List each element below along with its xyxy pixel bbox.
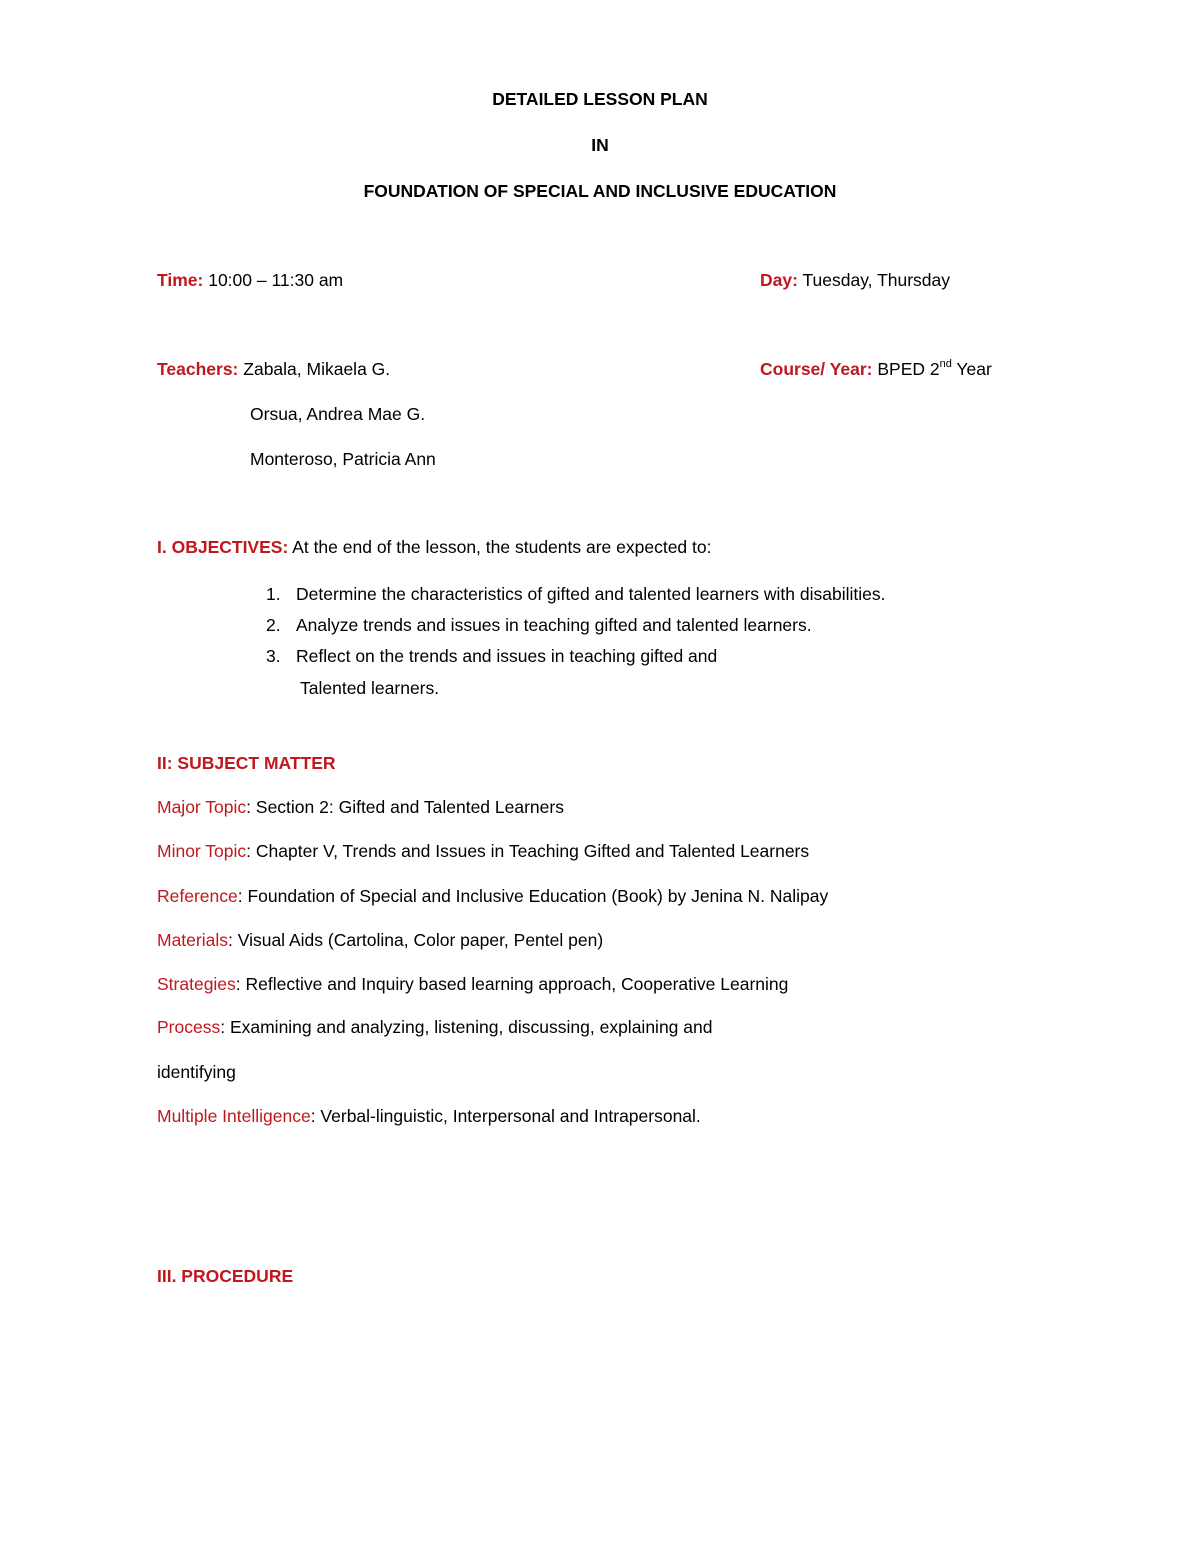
process-value: : Examining and analyzing, listening, discussing, explaining and [220,1017,713,1037]
multiple-intelligence-label: Multiple Intelligence [157,1106,311,1126]
day-label: Day: [760,270,798,290]
major-topic-field [157,796,564,818]
reference-value: : Foundation of Special and Inclusive Education (Book) by Jenina N. Nalipay [237,886,829,906]
minor-topic-field [157,840,809,862]
minor-topic-label: Minor Topic [157,841,247,861]
objectives-heading-line [157,536,712,558]
minor-topic-value: : Chapter V, Trends and Issues in Teaching Gifted and Talented Learners [246,841,810,861]
multiple-intelligence-field [157,1105,701,1127]
teacher-name: Zabala, Mikaela G. [243,359,391,379]
major-topic-value: : Section 2: Gifted and Talented Learners [246,797,564,817]
doc-subject-title: FOUNDATION OF SPECIAL AND INCLUSIVE EDUCATION [363,181,837,201]
strategies-value: : Reflective and Inquiry based learning approach, Cooperative Learning [235,974,789,994]
objectives-intro: At the end of the lesson, the students are expected to: [288,537,712,557]
subject-matter-heading: II: SUBJECT MATTER [157,753,336,773]
day-value: Tuesday, Thursday [797,270,951,290]
doc-title: DETAILED LESSON PLAN [492,89,708,109]
objective-number: 1. [266,584,281,604]
objective-text: Analyze trends and issues in teaching gifted and talented learners. [296,615,812,635]
procedure-heading: III. PROCEDURE [157,1266,294,1286]
course-value: BPED 2 [872,359,940,379]
materials-value: : Visual Aids (Cartolina, Color paper, Pentel pen) [228,930,604,950]
course-label: Course/ Year: [760,359,873,379]
objectives-heading: I. OBJECTIVES: [157,537,289,557]
multiple-intelligence-value: : Verbal-linguistic, Interpersonal and Intrapersonal. [310,1106,701,1126]
teachers-label: Teachers: [157,359,239,379]
objective-text: Reflect on the trends and issues in teaching gifted and [296,646,718,666]
objective-text-continued: Talented learners. [300,678,440,698]
time-label: Time: [157,270,204,290]
time-value: 10:00 – 11:30 am [203,270,344,290]
course-sup: nd [939,358,952,371]
objective-item [266,583,885,605]
course-suffix: Year [951,359,992,379]
objective-item [266,614,812,636]
strategies-label: Strategies [157,974,236,994]
objective-item [266,645,717,667]
objective-number: 2. [266,615,281,635]
teachers-field [157,358,390,380]
process-field [157,1016,712,1038]
process-label: Process [157,1017,221,1037]
objective-number: 3. [266,646,281,666]
doc-title-in: IN [591,135,609,155]
reference-field [157,885,828,907]
materials-field [157,929,603,951]
materials-label: Materials [157,930,228,950]
course-field [760,358,992,380]
reference-label: Reference [157,886,238,906]
process-value-continued: identifying [157,1062,236,1082]
teacher-name: Monteroso, Patricia Ann [250,449,436,469]
time-field [157,269,343,291]
day-field [760,269,950,291]
objective-text: Determine the characteristics of gifted and talented learners with disabilities. [296,584,886,604]
teacher-name: Orsua, Andrea Mae G. [250,404,426,424]
major-topic-label: Major Topic [157,797,247,817]
strategies-field [157,973,788,995]
